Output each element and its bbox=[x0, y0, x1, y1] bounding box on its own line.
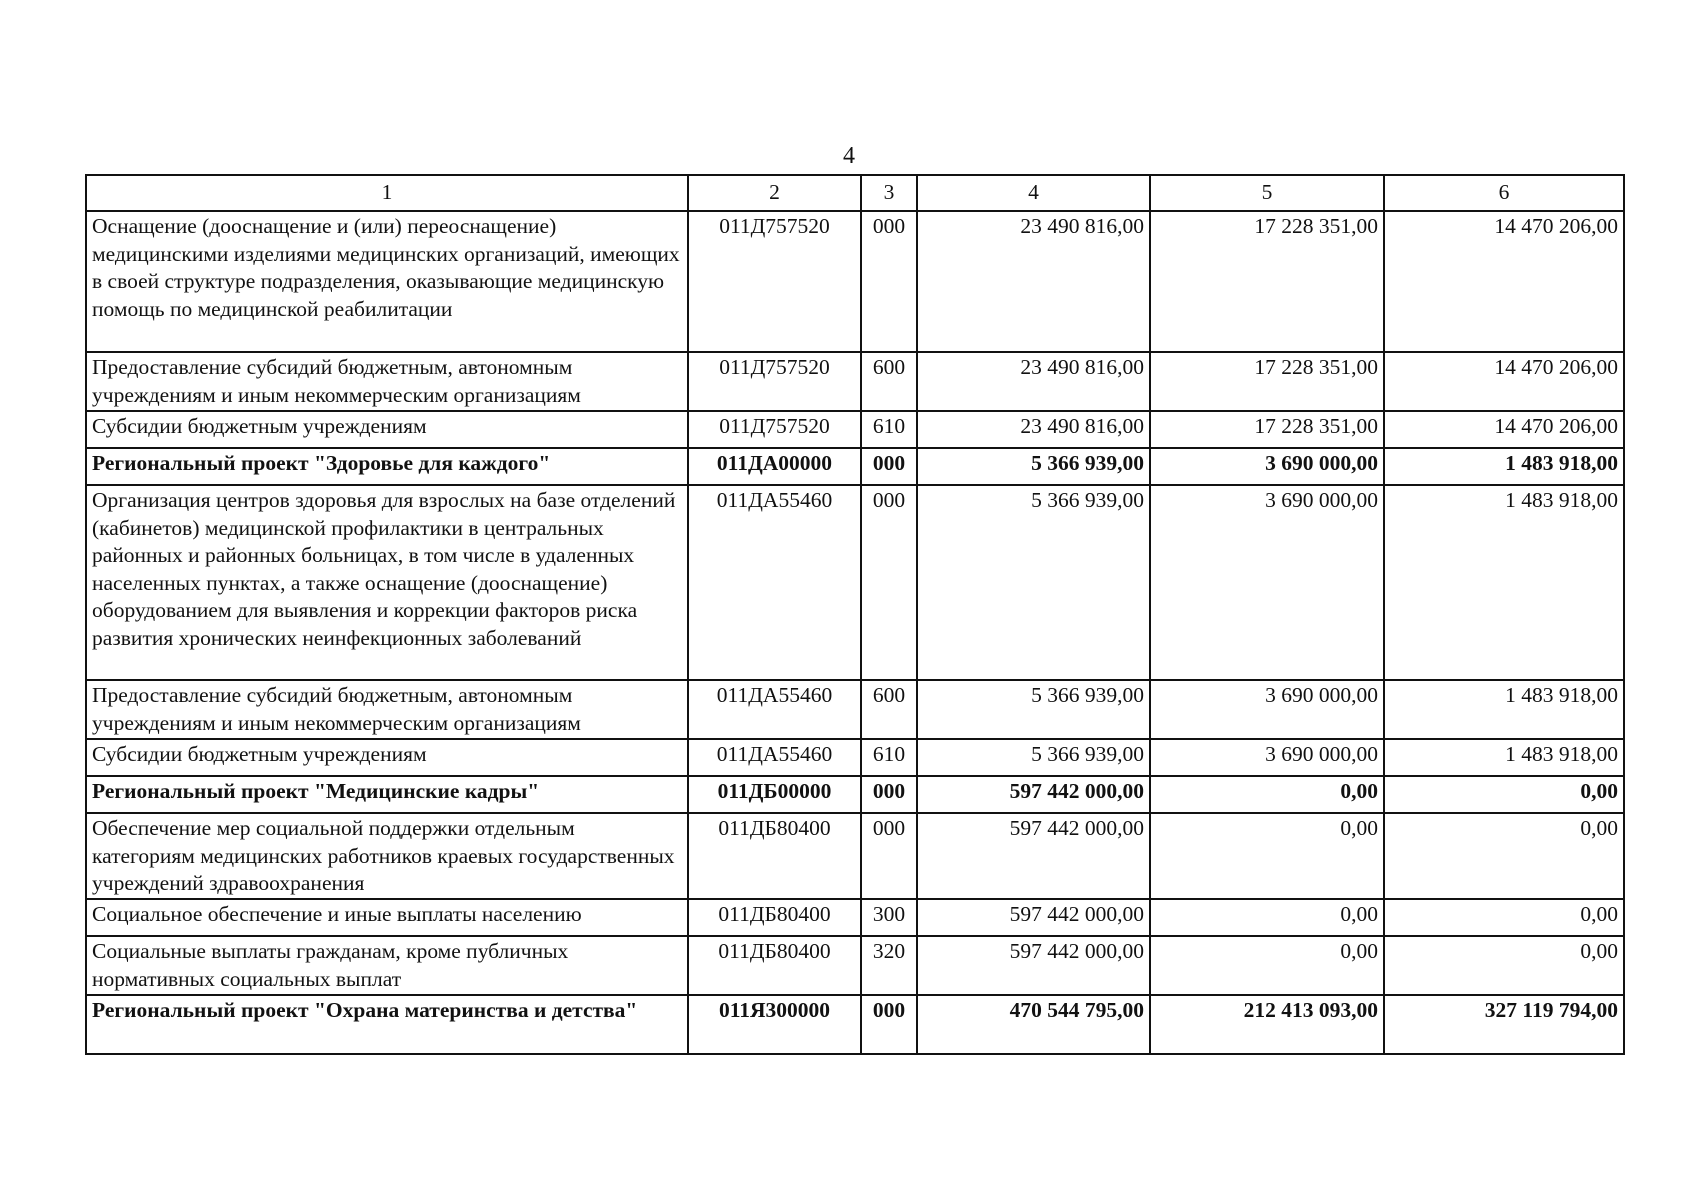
row-value-4: 5 366 939,00 bbox=[917, 448, 1150, 485]
row-value-5: 3 690 000,00 bbox=[1150, 448, 1384, 485]
row-value-5: 0,00 bbox=[1150, 936, 1384, 995]
row-value-6: 0,00 bbox=[1384, 936, 1624, 995]
row-value-4: 597 442 000,00 bbox=[917, 813, 1150, 899]
row-name: Социальные выплаты гражданам, кроме публичных нормативных социальных выплат bbox=[86, 936, 688, 995]
row-value-6: 1 483 918,00 bbox=[1384, 485, 1624, 680]
row-value-4: 597 442 000,00 bbox=[917, 776, 1150, 813]
column-header-1: 1 bbox=[86, 175, 688, 211]
row-name: Региональный проект "Медицинские кадры" bbox=[86, 776, 688, 813]
row-value-5: 3 690 000,00 bbox=[1150, 739, 1384, 776]
row-code: 011ДБ80400 bbox=[688, 936, 861, 995]
column-header-4: 4 bbox=[917, 175, 1150, 211]
row-value-5: 17 228 351,00 bbox=[1150, 211, 1384, 352]
column-header-2: 2 bbox=[688, 175, 861, 211]
table-row-project bbox=[86, 776, 1624, 813]
row-value-6: 1 483 918,00 bbox=[1384, 680, 1624, 739]
row-kind: 610 bbox=[861, 739, 917, 776]
row-value-6: 1 483 918,00 bbox=[1384, 448, 1624, 485]
row-value-6: 1 483 918,00 bbox=[1384, 739, 1624, 776]
row-name: Предоставление субсидий бюджетным, автономным учреждениям и иным некоммерческим организациям bbox=[86, 352, 688, 411]
row-value-4: 5 366 939,00 bbox=[917, 485, 1150, 680]
budget-table bbox=[85, 174, 1625, 1055]
row-kind: 000 bbox=[861, 776, 917, 813]
column-header-5: 5 bbox=[1150, 175, 1384, 211]
row-code: 011Д757520 bbox=[688, 352, 861, 411]
row-name: Региональный проект "Охрана материнства и детства" bbox=[86, 995, 688, 1054]
row-code: 011ДБ80400 bbox=[688, 899, 861, 936]
row-value-6: 14 470 206,00 bbox=[1384, 352, 1624, 411]
row-kind: 300 bbox=[861, 899, 917, 936]
row-value-5: 0,00 bbox=[1150, 776, 1384, 813]
row-code: 011ДА00000 bbox=[688, 448, 861, 485]
row-value-5: 17 228 351,00 bbox=[1150, 411, 1384, 448]
row-kind: 600 bbox=[861, 680, 917, 739]
row-code: 011Д757520 bbox=[688, 211, 861, 352]
table-row bbox=[86, 899, 1624, 936]
row-value-4: 23 490 816,00 bbox=[917, 352, 1150, 411]
row-value-6: 14 470 206,00 bbox=[1384, 211, 1624, 352]
row-code: 011ДА55460 bbox=[688, 739, 861, 776]
column-header-6: 6 bbox=[1384, 175, 1624, 211]
row-kind: 320 bbox=[861, 936, 917, 995]
row-kind: 600 bbox=[861, 352, 917, 411]
row-value-6: 0,00 bbox=[1384, 813, 1624, 899]
row-code: 011ДА55460 bbox=[688, 485, 861, 680]
column-header-3: 3 bbox=[861, 175, 917, 211]
page-number: 4 bbox=[843, 143, 855, 169]
row-value-6: 0,00 bbox=[1384, 899, 1624, 936]
row-name: Региональный проект "Здоровье для каждого" bbox=[86, 448, 688, 485]
row-value-4: 23 490 816,00 bbox=[917, 411, 1150, 448]
row-value-4: 5 366 939,00 bbox=[917, 680, 1150, 739]
table-row-project bbox=[86, 995, 1624, 1054]
row-code: 011ДА55460 bbox=[688, 680, 861, 739]
table-header-row bbox=[86, 175, 1624, 211]
row-value-5: 3 690 000,00 bbox=[1150, 485, 1384, 680]
row-name: Обеспечение мер социальной поддержки отдельным категориям медицинских работников краевых государственных учреждений здравоохранения bbox=[86, 813, 688, 899]
row-kind: 000 bbox=[861, 813, 917, 899]
row-value-5: 212 413 093,00 bbox=[1150, 995, 1384, 1054]
table-row bbox=[86, 680, 1624, 739]
table-row bbox=[86, 739, 1624, 776]
row-kind: 000 bbox=[861, 485, 917, 680]
table-row bbox=[86, 813, 1624, 899]
table-row bbox=[86, 485, 1624, 680]
row-value-5: 0,00 bbox=[1150, 813, 1384, 899]
row-value-4: 23 490 816,00 bbox=[917, 211, 1150, 352]
row-name: Организация центров здоровья для взрослых на базе отделений (кабинетов) медицинской профилактики в центральных районных и районных больницах, в том числе в удаленных населенных пунктах, а также оснащение (дооснащение) оборудованием для выявления и коррекции факторов риска развития хронических неинфекционных заболеваний bbox=[86, 485, 688, 680]
row-code: 011ДБ00000 bbox=[688, 776, 861, 813]
row-value-4: 470 544 795,00 bbox=[917, 995, 1150, 1054]
row-kind: 000 bbox=[861, 448, 917, 485]
row-value-6: 0,00 bbox=[1384, 776, 1624, 813]
table-row bbox=[86, 411, 1624, 448]
row-value-5: 0,00 bbox=[1150, 899, 1384, 936]
row-value-6: 327 119 794,00 bbox=[1384, 995, 1624, 1054]
table-row bbox=[86, 352, 1624, 411]
row-code: 011ДБ80400 bbox=[688, 813, 861, 899]
row-name: Оснащение (дооснащение и (или) переоснащение) медицинскими изделиями медицинских организаций, имеющих в своей структуре подразделения, оказывающие медицинскую помощь по медицинской реабилитации bbox=[86, 211, 688, 352]
row-value-5: 17 228 351,00 bbox=[1150, 352, 1384, 411]
table-row-project bbox=[86, 448, 1624, 485]
table-row bbox=[86, 936, 1624, 995]
row-name: Социальное обеспечение и иные выплаты населению bbox=[86, 899, 688, 936]
row-value-4: 597 442 000,00 bbox=[917, 936, 1150, 995]
row-kind: 000 bbox=[861, 211, 917, 352]
row-name: Субсидии бюджетным учреждениям bbox=[86, 739, 688, 776]
row-code: 011Я300000 bbox=[688, 995, 861, 1054]
row-kind: 000 bbox=[861, 995, 917, 1054]
row-value-4: 5 366 939,00 bbox=[917, 739, 1150, 776]
row-name: Субсидии бюджетным учреждениям bbox=[86, 411, 688, 448]
row-value-5: 3 690 000,00 bbox=[1150, 680, 1384, 739]
row-value-6: 14 470 206,00 bbox=[1384, 411, 1624, 448]
row-name: Предоставление субсидий бюджетным, автономным учреждениям и иным некоммерческим организациям bbox=[86, 680, 688, 739]
row-kind: 610 bbox=[861, 411, 917, 448]
table-row bbox=[86, 211, 1624, 352]
row-code: 011Д757520 bbox=[688, 411, 861, 448]
row-value-4: 597 442 000,00 bbox=[917, 899, 1150, 936]
